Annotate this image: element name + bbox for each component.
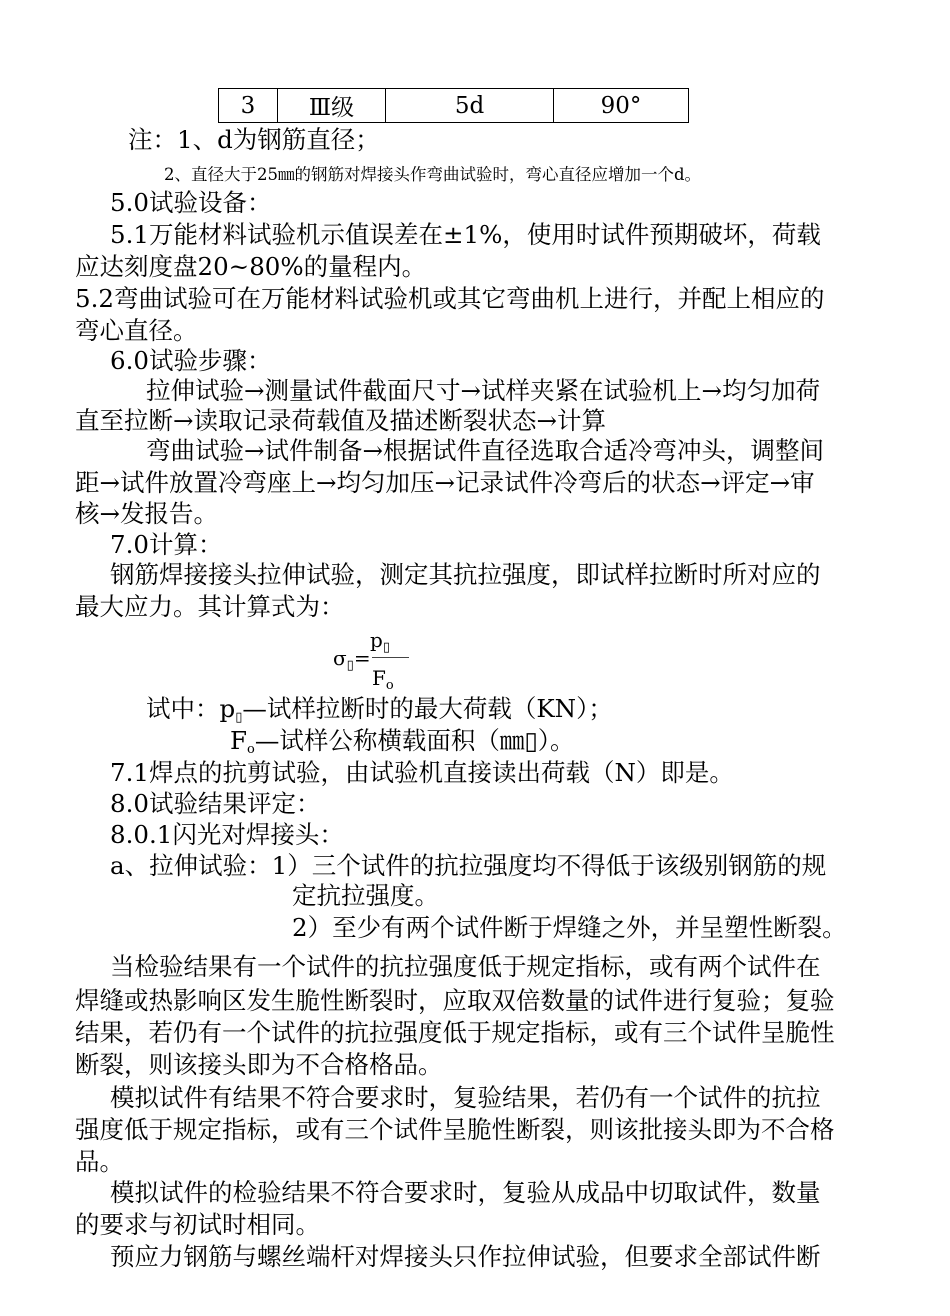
variable-definition-1: 试中：$p_▯—$试样拉断时的最大荷载（KN）； xyxy=(146,694,613,725)
paragraph-7-1: 7.1焊点的抗剪试验，由试验机直接读出荷载（N）即是。 xyxy=(110,758,734,787)
bend-procedure-line-1: 弯曲试验→试件制备→根据试件直径选取合适冷弯冲头，调整间 xyxy=(146,436,825,465)
simulated-specimen-paragraph-line-1: 模拟试件有结果不符合要求时，复验结果，若仍有一个试件的抗拉 xyxy=(110,1083,821,1112)
paragraph-7-line-1: 钢筋焊接接头拉伸试验，测定其抗拉强度，即试样拉断时所对应的 xyxy=(110,560,821,589)
tensile-criteria-line-2: 定抗拉强度。 xyxy=(292,881,439,910)
note-1: 注：1、d为钢筋直径； xyxy=(128,125,380,154)
bend-procedure-line-2: 距→试件放置冷弯座上→均匀加压→记录试件冷弯后的状态→评定→审 xyxy=(75,468,815,497)
bend-procedure-line-3: 核→发报告。 xyxy=(75,499,219,528)
tensile-procedure-line-1: 拉伸试验→测量试件截面尺寸→试样夹紧在试验机上→均匀加荷 xyxy=(146,376,821,405)
table-cell-angle: 90° xyxy=(554,89,689,123)
retest-paragraph-line-2: 焊缝或热影响区发生脆性断裂时，应取双倍数量的试件进行复验；复验 xyxy=(75,986,835,1015)
paragraph-5-2-line-2: 弯心直径。 xyxy=(75,316,198,345)
table-cell-no: 3 xyxy=(219,89,278,123)
section-5-heading: 5.0试验设备： xyxy=(110,188,272,217)
table-cell-grade: Ⅲ级 xyxy=(278,89,386,123)
variable-definition-2: $F_o—$试样公称横载面积（㎜▯）。 xyxy=(230,726,575,757)
table-cell-bend-diameter: 5d xyxy=(386,89,554,123)
formula-numerator: $p_▯$ xyxy=(370,628,390,655)
simulated-specimen-paragraph-line-2: 强度低于规定指标，或有三个试件呈脆性断裂，则该批接头即为不合格 xyxy=(75,1115,835,1144)
section-8-heading: 8.0试验结果评定： xyxy=(110,789,321,818)
paragraph-5-2-line-1: 5.2弯曲试验可在万能材料试验机或其它弯曲机上进行，并配上相应的 xyxy=(75,284,825,313)
fraction-bar xyxy=(372,657,409,658)
sampling-paragraph-line-1: 模拟试件的检验结果不符合要求时，复验从成品中切取试件，数量 xyxy=(110,1178,821,1207)
section-6-heading: 6.0试验步骤： xyxy=(110,346,272,375)
paragraph-5-1-line-1: 5.1万能材料试验机示值误差在±1%，使用时试件预期破坏，荷载 xyxy=(110,220,821,249)
tensile-criteria-line-1: a、拉伸试验：1）三个试件的抗拉强度均不得低于该级别钢筋的规 xyxy=(110,851,827,880)
retest-paragraph-line-4: 断裂，则该接头即为不合格格品。 xyxy=(75,1050,443,1079)
section-7-heading: 7.0计算： xyxy=(110,530,223,559)
retest-paragraph-line-3: 结果，若仍有一个试件的抗拉强度低于规定指标，或有三个试件呈脆性 xyxy=(75,1018,835,1047)
note-2: 2、直径大于25㎜的钢筋对焊接头作弯曲试验时，弯心直径应增加一个d。 xyxy=(164,165,702,184)
section-8-0-1-heading: 8.0.1闪光对焊接头： xyxy=(110,820,344,849)
prestressed-paragraph-line-1: 预应力钢筋与螺丝端杆对焊接头只作拉伸试验，但要求全部试件断 xyxy=(110,1242,821,1271)
formula-denominator: $F_o$ xyxy=(372,666,394,693)
paragraph-7-line-2: 最大应力。其计算式为： xyxy=(75,592,345,621)
bend-test-table xyxy=(218,88,689,123)
sampling-paragraph-line-2: 的要求与初试时相同。 xyxy=(75,1210,320,1239)
paragraph-5-1-line-2: 应达刻度盘20~80%的量程内。 xyxy=(75,252,427,281)
tensile-procedure-line-2: 直至拉断→读取记录荷载值及描述断裂状态→计算 xyxy=(75,406,607,435)
table-row xyxy=(219,89,689,123)
retest-paragraph-line-1: 当检验结果有一个试件的抗拉强度低于规定指标，或有两个试件在 xyxy=(110,952,821,981)
tensile-criteria-line-3: 2）至少有两个试件断于焊缝之外，并呈塑性断裂。 xyxy=(292,913,847,942)
formula-lhs: $\sigma_▯=$ xyxy=(333,646,371,673)
simulated-specimen-paragraph-line-3: 品。 xyxy=(75,1147,124,1176)
